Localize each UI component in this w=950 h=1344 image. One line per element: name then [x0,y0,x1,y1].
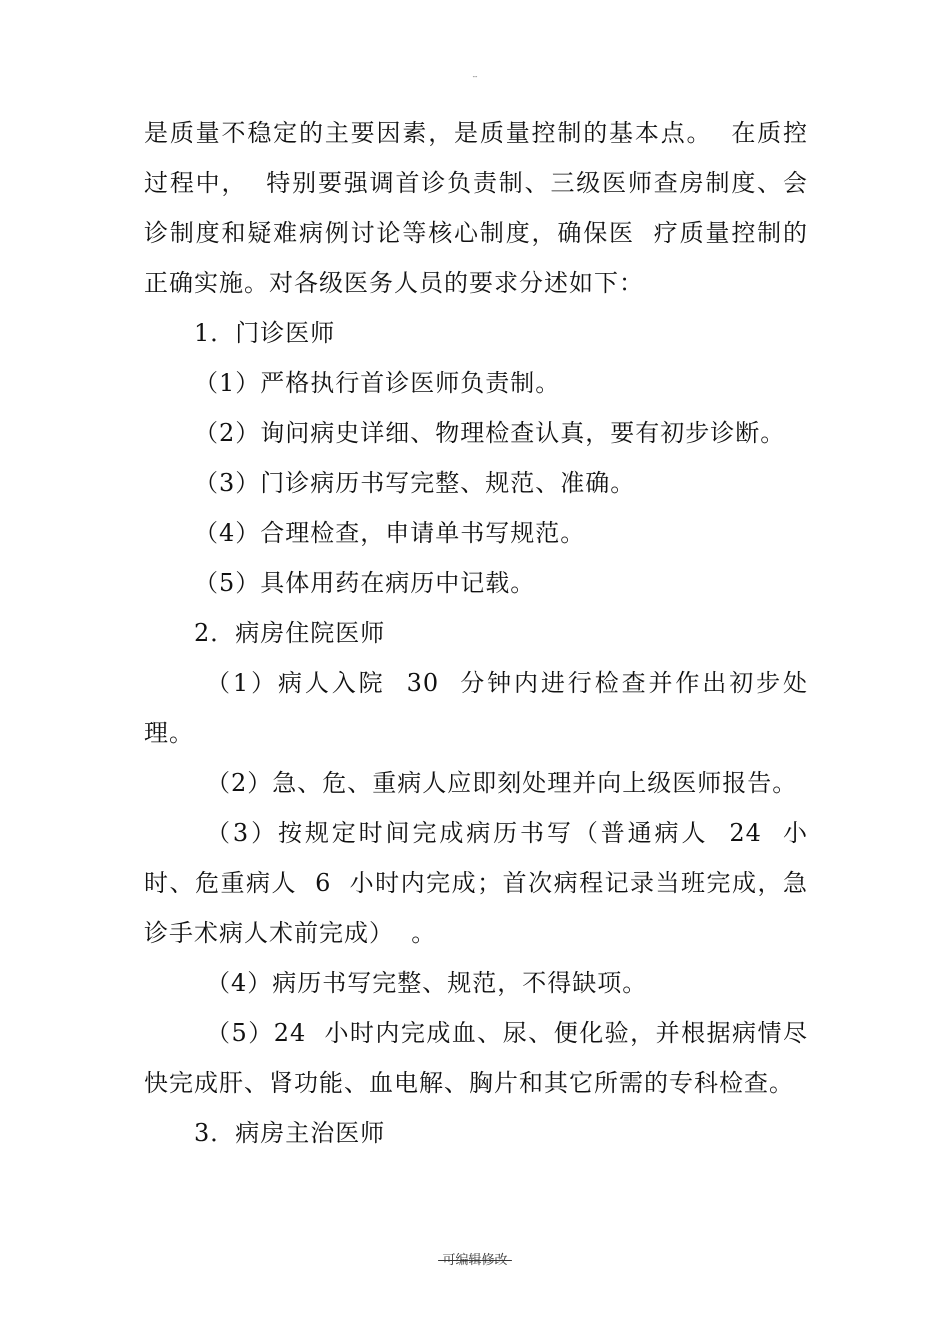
list-item: （3）按规定时间完成病历书写（普通病人 24 小时、危重病人 6 小时内完成；首次病程记录当班完成，急诊手术病人术前完成） 。 [144,819,808,947]
section-heading-ward-attending: 3．病房主治医师 [194,1119,386,1147]
page-footer-mark: -可编辑修改- [438,1253,512,1268]
section-heading-outpatient-doctor: 1．门诊医师 [194,319,336,347]
list-item: （4）合理检查，申请单书写规范。 [194,519,586,547]
list-item: （1）病人入院 30 分钟内进行检查并作出初步处理。 [144,669,808,747]
document-body [144,108,808,1158]
page-header-mark: -- [472,73,478,81]
intro-paragraph: 是质量不稳定的主要因素，是质量控制的基本点。 在质控过程中， 特别要强调首诊负责制、三级医师查房制度、会诊制度和疑难病例讨论等核心制度，确保医 疗质量控制的正确实施。对各级医务人员的要求分述如下： [144,119,808,297]
list-item: （3）门诊病历书写完整、规范、准确。 [194,469,636,497]
section-heading-ward-resident: 2．病房住院医师 [194,619,386,647]
list-item: （5）具体用药在病历中记载。 [194,569,536,597]
list-item: （5）24 小时内完成血、尿、便化验，并根据病情尽快完成肝、肾功能、血电解、胸片和其它所需的专科检查。 [144,1019,808,1097]
list-item: （4）病历书写完整、规范，不得缺项。 [206,969,648,997]
list-item: （2）急、危、重病人应即刻处理并向上级医师报告。 [206,769,798,797]
list-item: （2）询问病史详细、物理检查认真，要有初步诊断。 [194,419,786,447]
list-item: （1）严格执行首诊医师负责制。 [194,369,561,397]
